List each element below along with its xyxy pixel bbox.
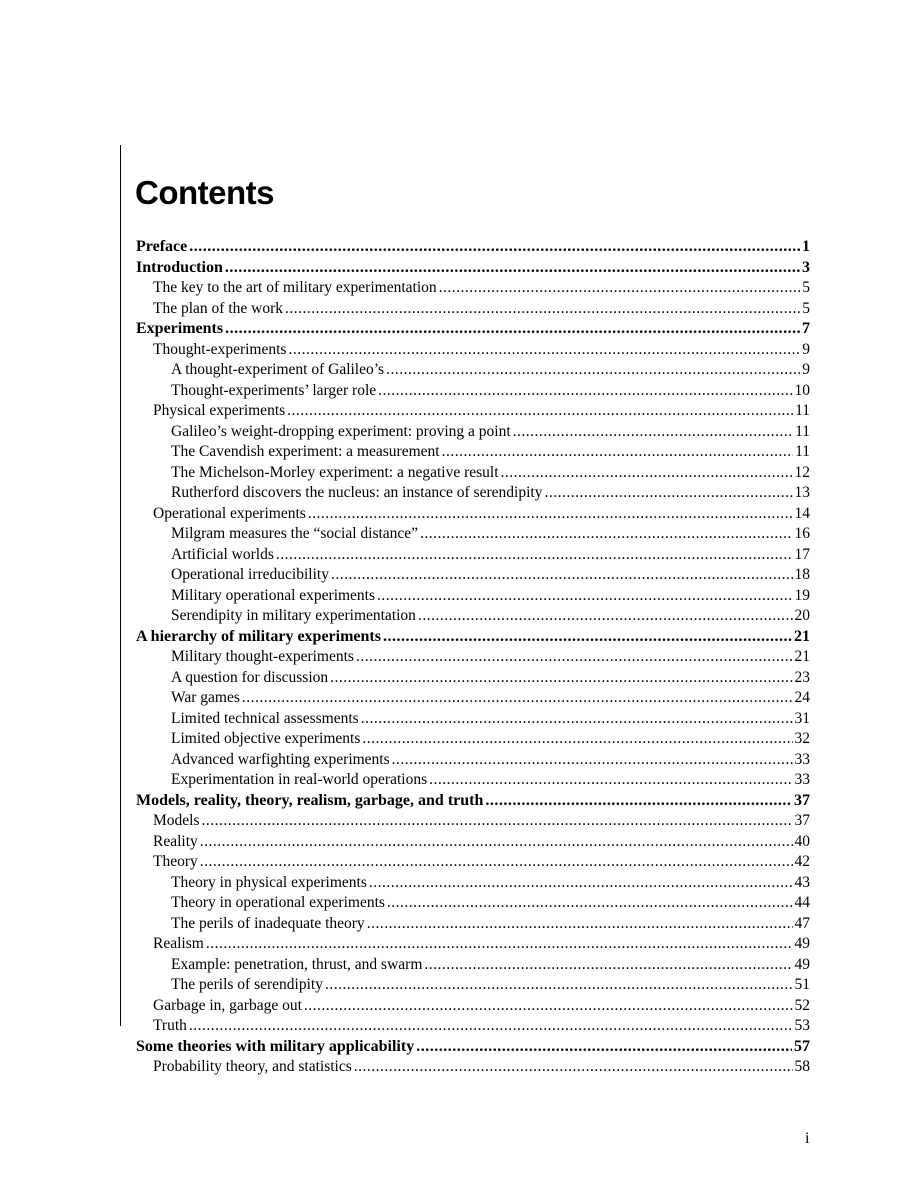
toc-entry	[136, 402, 810, 423]
toc-entry-page: 14	[794, 504, 810, 522]
toc-entry	[136, 382, 810, 403]
toc-entry-title: The Michelson-Morley experiment: a negative result	[171, 463, 499, 481]
toc-entry	[136, 648, 810, 669]
toc-leader-dots	[200, 833, 793, 851]
toc-entry-page: 52	[794, 996, 810, 1014]
toc-entry	[136, 833, 810, 854]
toc-entry-page: 19	[794, 586, 810, 604]
toc-entry-page: 51	[794, 976, 810, 993]
toc-leader-dots	[362, 730, 792, 748]
toc-entry-page: 11	[795, 422, 810, 440]
toc-entry	[136, 751, 810, 772]
toc-entry-page: 24	[794, 689, 810, 706]
toc-entry-page: 12	[794, 463, 810, 481]
toc-leader-dots	[513, 423, 793, 441]
toc-entry-title: Models	[153, 812, 200, 829]
toc-leader-dots	[424, 956, 792, 974]
toc-entry-title: The perils of serendipity	[171, 976, 323, 993]
toc-leader-dots	[225, 259, 800, 277]
toc-leader-dots	[501, 464, 793, 482]
toc-leader-dots	[387, 894, 793, 912]
toc-leader-dots	[200, 853, 793, 871]
toc-entry-title: A thought-experiment of Galileo’s	[171, 361, 385, 378]
toc-entry	[136, 792, 810, 813]
toc-leader-dots	[356, 648, 793, 666]
toc-entry-title: War games	[171, 689, 240, 706]
toc-entry-page: 37	[794, 791, 810, 809]
toc-entry	[136, 341, 810, 362]
toc-entry-page: 10	[794, 381, 810, 399]
toc-entry-title: Reality	[153, 832, 198, 850]
toc-entry-page: 33	[794, 771, 810, 788]
toc-entry	[136, 505, 810, 526]
toc-entry-page: 1	[802, 238, 810, 255]
toc-entry-title: Theory	[153, 853, 198, 870]
toc-entry-title: Military operational experiments	[171, 586, 376, 604]
toc-entry	[136, 300, 810, 321]
toc-leader-dots	[288, 341, 800, 359]
toc-entry-title: A hierarchy of military experiments	[136, 627, 381, 645]
toc-entry-title: Artificial worlds	[171, 545, 274, 563]
toc-leader-dots	[276, 546, 793, 564]
toc-entry	[136, 812, 810, 833]
toc-entry	[136, 279, 810, 300]
toc-entry	[136, 997, 810, 1018]
toc-leader-dots	[330, 669, 792, 687]
toc-entry-page: 40	[794, 832, 810, 850]
page-number: i	[805, 1130, 810, 1147]
toc-entry	[136, 894, 810, 915]
toc-entry	[136, 566, 810, 587]
toc-leader-dots	[308, 505, 793, 523]
toc-leader-dots	[206, 935, 793, 953]
toc-entry	[136, 628, 810, 649]
toc-leader-dots	[420, 525, 792, 543]
toc-entry-page: 11	[795, 402, 810, 419]
toc-leader-dots	[544, 484, 792, 502]
toc-entry-title: Serendipity in military experimentation	[171, 607, 416, 624]
toc-entry-page: 3	[802, 258, 810, 276]
toc-entry-page: 47	[794, 914, 810, 932]
toc-entry-title: Realism	[153, 935, 204, 952]
toc-leader-dots	[377, 587, 792, 605]
toc-entry-title: Probability theory, and statistics	[153, 1058, 352, 1075]
toc-leader-dots	[416, 1038, 792, 1056]
toc-leader-dots	[378, 382, 792, 400]
toc-entry	[136, 669, 810, 690]
toc-entry-title: Operational irreducibility	[171, 566, 329, 583]
toc-leader-dots	[354, 1058, 793, 1076]
toc-leader-dots	[189, 1017, 793, 1035]
toc-entry-page: 37	[794, 812, 810, 829]
toc-entry-title: Milgram measures the “social distance”	[171, 525, 419, 542]
toc-entry-title: Thought-experiments	[153, 340, 287, 358]
toc-entry	[136, 1038, 810, 1059]
toc-entry-title: Example: penetration, thrust, and swarm	[171, 955, 423, 973]
toc-entry	[136, 607, 810, 628]
toc-entry-page: 9	[802, 361, 810, 378]
toc-entry-title: Garbage in, garbage out	[153, 996, 302, 1014]
toc-entry-page: 33	[794, 750, 810, 768]
toc-entry-title: Limited technical assessments	[171, 709, 359, 727]
toc-leader-dots	[304, 997, 793, 1015]
toc-entry-title: Physical experiments	[153, 402, 286, 419]
toc-entry	[136, 484, 810, 505]
toc-entry	[136, 587, 810, 608]
toc-entry-title: Introduction	[136, 258, 223, 276]
toc-entry-page: 42	[794, 853, 810, 870]
toc-entry-title: Models, reality, theory, realism, garbage, and truth	[136, 791, 484, 809]
toc-entry-title: Thought-experiments’ larger role	[171, 381, 377, 399]
toc-entry-page: 44	[794, 894, 810, 911]
toc-entry-title: Limited objective experiments	[171, 730, 361, 747]
toc-leader-dots	[361, 710, 793, 728]
toc-entry-page: 58	[794, 1058, 810, 1075]
toc-entry	[136, 730, 810, 751]
toc-entry-page: 49	[794, 955, 810, 973]
toc-entry-page: 49	[794, 935, 810, 952]
toc-entry-title: Some theories with military applicability	[136, 1037, 415, 1055]
toc-entry	[136, 464, 810, 485]
toc-leader-dots	[386, 361, 800, 379]
toc-entry	[136, 710, 810, 731]
toc-entry-page: 11	[795, 443, 810, 460]
toc-entry	[136, 361, 810, 382]
toc-leader-dots	[439, 279, 801, 297]
toc-entry-page: 13	[794, 484, 810, 501]
toc-entry	[136, 546, 810, 567]
toc-entry-title: Rutherford discovers the nucleus: an instance of serendipity	[171, 484, 543, 501]
toc-leader-dots	[367, 915, 793, 933]
toc-entry-page: 23	[794, 668, 810, 686]
page-title: Contents	[135, 174, 274, 211]
toc-leader-dots	[331, 566, 793, 584]
toc-entry-title: Galileo’s weight-dropping experiment: proving a point	[171, 422, 511, 440]
toc-leader-dots	[189, 238, 800, 256]
toc-entry	[136, 443, 810, 464]
table-of-contents	[136, 238, 810, 1079]
toc-entry	[136, 935, 810, 956]
toc-leader-dots	[418, 607, 793, 625]
toc-entry-title: The plan of the work	[153, 299, 283, 317]
toc-entry-title: Advanced warfighting experiments	[171, 750, 390, 768]
toc-entry-page: 21	[794, 648, 810, 665]
toc-entry-page: 17	[794, 545, 810, 563]
toc-leader-dots	[392, 751, 793, 769]
toc-entry	[136, 238, 810, 259]
toc-entry-title: Theory in operational experiments	[171, 894, 385, 911]
toc-entry	[136, 915, 810, 936]
toc-entry-title: Operational experiments	[153, 504, 306, 522]
toc-entry-page: 5	[802, 279, 810, 296]
toc-entry-page: 18	[794, 566, 810, 583]
toc-entry	[136, 259, 810, 280]
toc-entry	[136, 874, 810, 895]
toc-entry-page: 32	[794, 730, 810, 747]
toc-entry-page: 57	[794, 1037, 810, 1055]
toc-entry-page: 9	[802, 340, 810, 358]
toc-entry	[136, 771, 810, 792]
toc-entry-title: A question for discussion	[171, 668, 329, 686]
toc-leader-dots	[325, 976, 793, 994]
toc-leader-dots	[383, 628, 792, 646]
toc-entry-page: 7	[802, 320, 810, 337]
toc-entry-page: 31	[794, 709, 810, 727]
toc-entry	[136, 853, 810, 874]
toc-entry	[136, 1058, 810, 1079]
toc-leader-dots	[485, 792, 792, 810]
toc-entry-title: The perils of inadequate theory	[171, 914, 365, 932]
toc-leader-dots	[369, 874, 793, 892]
toc-entry	[136, 423, 810, 444]
margin-rule	[120, 145, 121, 1026]
toc-leader-dots	[429, 771, 792, 789]
toc-entry-page: 16	[794, 525, 810, 542]
toc-entry-title: Preface	[136, 238, 188, 255]
toc-leader-dots	[287, 402, 793, 420]
toc-entry-title: Theory in physical experiments	[171, 873, 367, 891]
toc-entry-page: 5	[802, 299, 810, 317]
toc-entry-title: Military thought-experiments	[171, 648, 354, 665]
toc-entry	[136, 956, 810, 977]
toc-entry	[136, 525, 810, 546]
toc-entry	[136, 320, 810, 341]
toc-leader-dots	[242, 689, 793, 707]
toc-entry-page: 21	[794, 627, 810, 645]
toc-leader-dots	[285, 300, 800, 318]
toc-entry	[136, 1017, 810, 1038]
toc-entry	[136, 689, 810, 710]
toc-entry-title: Truth	[153, 1017, 187, 1034]
toc-leader-dots	[202, 812, 793, 830]
toc-entry-title: Experiments	[136, 320, 224, 337]
toc-leader-dots	[442, 443, 793, 461]
toc-entry-page: 20	[794, 607, 810, 624]
toc-entry	[136, 976, 810, 997]
toc-entry-title: Experimentation in real-world operations	[171, 771, 428, 788]
toc-entry-title: The key to the art of military experimentation	[153, 279, 437, 296]
toc-entry-page: 43	[794, 873, 810, 891]
toc-leader-dots	[225, 320, 800, 338]
toc-entry-page: 53	[794, 1017, 810, 1034]
toc-entry-title: The Cavendish experiment: a measurement	[171, 443, 440, 460]
